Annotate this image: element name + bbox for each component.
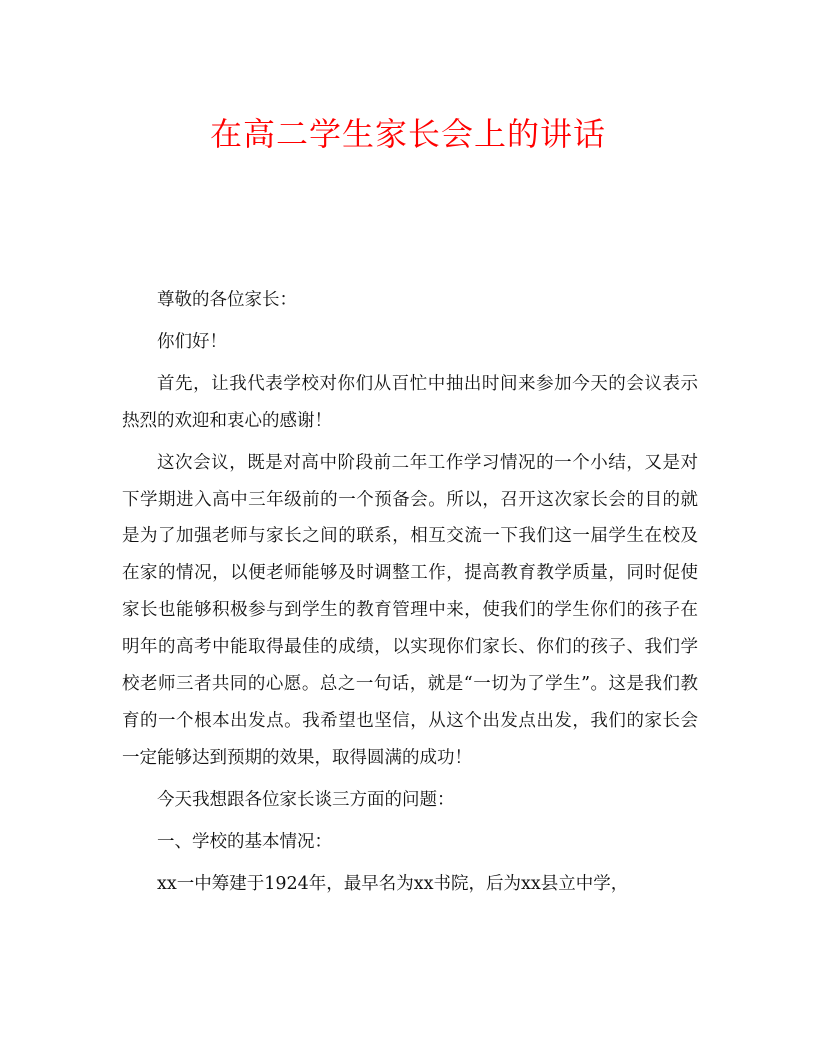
paragraph-meeting-purpose: 这次会议，既是对高中阶段前二年工作学习情况的一个小结，又是对下学期进入高中三年级前的一个预备会。所以，召开这次家长会的目的就是为了加强老师与家长之间的联系，相互交流一下我们这一届学生在校及在家的情况，以便老师能够及时调整工作，提高教育教学质量，同时促使家长也能够积极参与到学生的教育管理中来，使我们的学生你们的孩子在明年的高考中能取得最佳的成绩，以实现你们家长、你们的孩子、我们学校老师三者共同的心愿。总之一句话，就是“一切为了学生”。这是我们教育的一个根本出发点。我希望也坚信，从这个出发点出发，我们的家长会一定能够达到预期的效果，取得圆满的成功！ [122,452,698,768]
section-heading-school-info: 一、学校的基本情况： [157,831,332,852]
salutation: 尊敬的各位家长： [157,290,297,310]
paragraph-school-history: xx一中筹建于1924年，最早名为xx书院，后为xx县立中学， [157,873,629,894]
paragraph-topics-intro: 今天我想跟各位家长谈三方面的问题： [157,789,455,810]
paragraph-welcome: 首先，让我代表学校对你们从百忙中抽出时间来参加今天的会议表示热烈的欢迎和衷心的感谢！ [122,373,698,431]
document-body [122,282,698,908]
document-title: 在高二学生家长会上的讲话 [209,115,606,153]
greeting: 你们好！ [157,331,227,352]
